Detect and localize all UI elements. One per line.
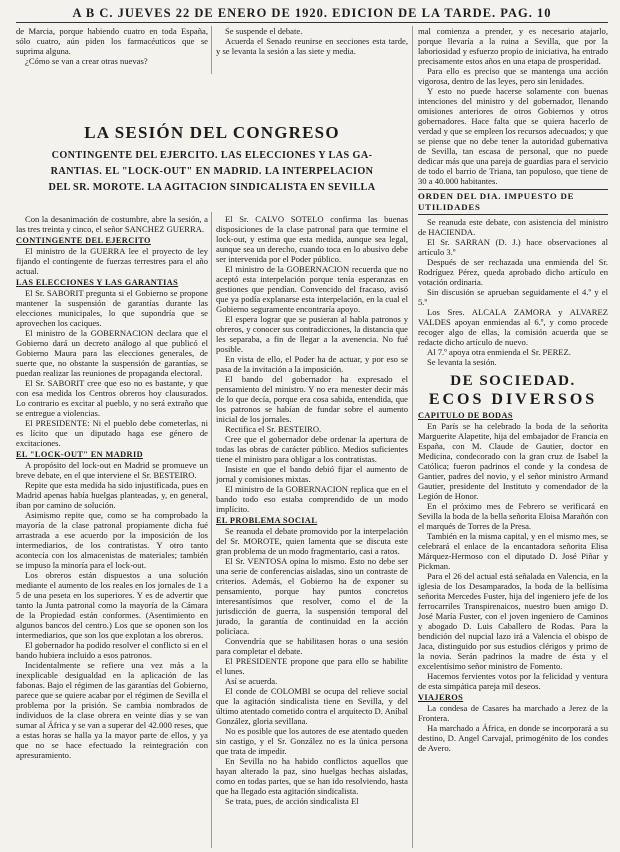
paragraph: Convendría que se habilitasen horas o una sesión para completar el debate. [216,636,408,656]
paragraph: Al 7.º apoya otra enmienda el Sr. PEREZ. [427,347,571,357]
section-heading: CONTINGENTE DEL EJERCITO [16,236,151,245]
paragraph: En el próximo mes de Febrero se verificará en Sevilla la boda de la bella señorita Eloisa Marañón con el marqués de Torres de la Presa. [418,501,608,531]
paragraph: A propósito del lock-out en Madrid se promueve un breve debate, en el que interviene el Sr. BESTEIRO. [16,460,208,480]
paragraph: Incidentalmente se refiere una vez más a la inexplicable desigualdad en la aplicación de las fabonas. Bajo el régimen de las garantías del Gobierno, parece que se quiere acabar por el régimen de Sevilla el problema por la prisión. Se cambia nombrados de individuos de la clase obrera en veinte días y se van sumar al África y se van a superar del 42.000 reses, que a estas horas se halla ya la mayor parte de ellos, y ya que no se hace efectuado la reintegración con apresuramiento. [16,660,208,760]
paragraph: El conde de COLOMBI se ocupa del relieve social que la agitación sindicalista tiene en Sevilla, y del último atentado cometido contra el arquitecto D. Aníbal González, gloria sevillana. [216,686,408,726]
paragraph: Se trata, pues, de acción sindicalista El [225,796,359,806]
subtitle-line: CONTINGENTE DEL EJERCITO. LAS ELECCIONES Y LAS GA- [51,150,373,161]
section-heading: LAS ELECCIONES Y LAS GARANTIAS [16,278,179,287]
paragraph: El bando del gobernador ha expresado el pensamiento del ministro. Y no era menester decir más de lo que decía, porque era cosa sabida, entendida, que los patronos se habían de fundar sobre el aumento inicial de los jornales. [216,374,408,424]
article-title: LA SESIÓN DEL CONGRESO [84,123,340,142]
paragraph: ¿Cómo se van a crear otras nuevas? [25,56,148,66]
paragraph: Hacemos fervientes votos por la felicidad y ventura de esta simpática pareja mil deseos. [418,671,608,691]
paragraph: Y esto no puede hacerse solamente con buenas intenciones del ministro y del gobernador, llenando omisiones anteriores de otros Gobiernos y otros gobernadores. Hace falta que se quiera hacerlo de verdad y que se empleen los recursos adecuados; y que se piense que no debe tener la autoridad gubernativa de Sevilla, tan escasa de personal, que no puede dedicar más que una pareja de guardias para el servicio de todo el barrio de Triana, tan populoso, que tiene de 30 a 40.000 habitantes. [418,86,608,186]
paragraph: Insiste en que el bando debió fijar el aumento de jornal y comisiones mixtas. [216,464,408,484]
paragraph: El PRESIDENTE propone que para ello se habilite el lunes. [216,656,408,676]
paragraph: Se levanta la sesión. [427,357,497,367]
right-column [418,26,608,848]
congreso-column-1 [16,214,208,848]
column-rule [211,26,212,74]
section-title-large: ECOS DIVERSOS [428,391,598,408]
paragraph-continued: de Marcia, porque habiendo cuatro en toda España, sólo cuatro, aún piden los farmacéuticos que se suprima alguna. [16,26,208,56]
paragraph: La condesa de Casares ha marchado a Jerez de la Frontera. [418,703,608,723]
paragraph: El Sr. SARRAN (D. J.) hace observaciones al artículo 3.º [418,237,608,257]
section-title: DE SOCIEDAD. [450,373,576,389]
paragraph: Los obreros están dispuestos a una solución mediante el aumento de los reales en los jornales de 1 a 5 de una peseta en los superiores. Y es de advertir que tanto la Junta patronal como la mayoría de la Cámara de la Propiedad están conformes. (Asentimiento en algunos bancos del centro.) Los que se oponen son los intermediarios, que son los que explotan a los obreros. [16,570,208,640]
section-heading: CAPITULO DE BODAS [418,411,513,420]
section-heading: EL "LOCK-OUT" EN MADRID [16,450,143,459]
paragraph: En Sevilla no ha habido conflictos aquellos que hayan alterado la paz, sino huelgas hechas aisladas, como en todas partes, que se han ido resolviendo, hasta que ha llegado esta agitación sindicalista. [216,756,408,796]
paragraph: Los Sres. ALCALA ZAMORA y ALVAREZ VALDES apoyan enmiendas al 6.º, y como procede recoger algo de ellas, la comisión acuerda que se redacte dicho artículo de nuevo. [418,307,608,347]
paragraph: El espera lograr que se pusieran al habla patronos y obreros, y conocer sus contradicciones, la distancia que les separaba, a fin de llegar a la avenencia. No fué posible. [216,314,408,354]
article-subtitle [16,148,408,196]
column-rule [412,26,413,848]
paragraph: El Sr. CALVO SOTELO confirma las buenas disposiciones de la clase patronal para que termine el lock-out, y estima que esta medida, aunque sea legal, aunque sea un derecho, cuando toca en lo abusivo debe ser intervenida por el Poder público. [216,214,408,264]
paragraph: No es posible que los autores de ese atentado queden sin castigo, y el Sr. González no es la única persona que trata de impedir. [216,726,408,756]
top-middle-column [216,26,408,86]
paragraph: Así se acuerda. [225,676,278,686]
paragraph: Después de ser rechazada una enmienda del Sr. Rodríguez Pérez, queda aprobado dicho artículo en votación ordinaria. [418,257,608,287]
masthead-rule [16,22,608,23]
paragraph: Asimismo repite que, como se ha comprobado la mayoría de la clase patronal propiamente dicha fué arrastrada a ese acuerdo por la imposición de los intermediarios, de los contratistas. Y otro tanto acontecía con los almacenistas de materiales; también se impuso la minoría para el lock-out. [16,510,208,570]
paragraph: Acuerda el Senado reunirse en secciones esta tarde, y se levanta la sesión a las siete y media. [216,36,408,56]
congreso-headline [16,122,408,196]
paragraph: En vista de ello, el Poder ha de actuar, y por eso se pasa de la invitación a la imposición. [216,354,408,374]
section-heading: VIAJEROS [418,693,464,702]
paragraph: El ministro de la GUERRA lee el proyecto de ley fijando el contingente de fuerzas terrestres para el año actual. [16,246,208,276]
subtitle-line: RANTIAS. EL "LOCK-OUT" EN MADRID. LA INTERPELACION [50,166,374,177]
paragraph: Cree que el gobernador debe ordenar la apertura de todas las obras de carácter público. Medios suficientes tiene el ministro para obligar a los contratistas. [216,434,408,464]
paragraph: Se suspende el debate. [225,26,303,36]
paragraph: El ministro de la GOBERNACION declara que el Gobierno dará un decreto análogo al que publicó el Gobierno Maura para las elecciones generales, de suerte que, no obstante la suspensión de garantías, se puedan realizar las reuniones de propaganda electoral. [16,328,208,378]
paragraph: El gobernador ha podido resolver el conflicto si en el bando hubiera incluido a esos patronos. [16,640,208,660]
section-heading-boxed: ORDEN DEL DIA. IMPUESTO DE UTILIDADES [418,189,608,215]
paragraph-continued: mal comienza a prender, y es necesario atajarlo, porque llevaría a la ruina a Sevilla, que por la laboriosidad y esfuerzo propio de iniciativa, ha entrado precisamente estos años en una etapa de prosperidad. [418,26,608,66]
paragraph: El ministro de la GOBERNACION replica que en el bando todo eso estaba comprendido de un modo implícito. [216,484,408,514]
paragraph: El PRESIDENTE: Ni el pueblo debe cometerlas, ni es lícito que un diputado haga ese género de excitaciones. [16,418,208,448]
subtitle-line: DEL SR. MOROTE. LA AGITACION SINDICALISTA EN SEVILLA [48,182,376,193]
paragraph: Con la desanimación de costumbre, abre la sesión, a las tres treinta y cinco, el señor SANCHEZ GUERRA. [16,214,208,234]
paragraph: Rectifica el Sr. BESTEIRO. [225,424,322,434]
congreso-column-2 [216,214,408,848]
paragraph: En París se ha celebrado la boda de la señorita Marguerite Alapetite, hija del embajador de Francia en España, con M. Claude de Gautier, doctor en Medicina, condecorado con la gran cruz de Isabel la Católica; fueron padrinos el conde y la condesa de Gantier, padres del novio, y el señor ministro Armand Gautier, presidente del Instituto y comendador de la Legión de Honor. [418,421,608,501]
paragraph: También en la misma capital, y en el mismo mes, se celebrará el enlace de la encantadora señorita Elisa Márquez-Hermoso con el diputado D. José Piñar y Pickman. [418,531,608,571]
column-rule [211,212,212,848]
paragraph: Sin discusión se aprueban seguidamente el 4.º y el 5.º [418,287,608,307]
paragraph: Para ello es preciso que se mantenga una acción vigorosa, dentro de las leyes, pero sin lenidades. [418,66,608,86]
paragraph: Se reanuda este debate, con asistencia del ministro de HACIENDA. [418,217,608,237]
masthead: A B C. JUEVES 22 DE ENERO DE 1920. EDICION DE LA TARDE. PAG. 10 [72,6,552,20]
paragraph: El Sr. SABORIT pregunta si el Gobierno se propone mantener la suspensión de garantías durante las elecciones municipales, lo que supondría que se aprovechen los caciques. [16,288,208,328]
paragraph: Se reanuda el debate promovido por la interpelación del Sr. MOROTE, quien lamenta que se discuta este gran problema de un modo fragmentario, casi a ratos. [216,526,408,556]
top-left-column [16,26,208,86]
paragraph: El Sr. SABORIT cree que eso no es bastante, y que con esa medida los Centros obreros hoy clausurados. Lo contrario es excitar al pueblo, y no será extraño que se entregue a violencias. [16,378,208,418]
paragraph: Para el 26 del actual está señalada en Valencia, en la iglesia de los Desamparados, la boda de la bellísima señorita Mercedes Fuster, hija del ingeniero jefe de los ferrocarriles Transpirenaicos, nuestro buen amigo D. José María Fuster, con el joven ingeniero de Caminos y abogado D. Luis Caballero de Rodas. Para la bendición del nupcial lazo irá a Valencia el obispo de Jaca, distinguido por sus estudios clérigos y primo de la novia. Serán padrinos la madre de ésta y el excelentísimo señor ministro de Fomento. [418,571,608,671]
paragraph: El ministro de la GOBERNACION recuerda que no aceptó esta interpelación porque tenía esperanzas en gestiones que pendían. Convencido del fracaso, avisó que ya podía explanarse esta interpelación, en la cual el Gobierno seguramente encontraría apoyo. [216,264,408,314]
paragraph: Repite que esta medida ha sido injustificada, pues en Madrid apenas había huelgas planteadas, y, en general, iban por camino de solución. [16,480,208,510]
section-heading: EL PROBLEMA SOCIAL [216,516,318,525]
paragraph: El Sr. VENTOSA opina lo mismo. Esto no debe ser una serie de conferencias aisladas, sino un contraste de criterios. Además, el Gobierno ha de exponer su pensamiento, porque hay puntos concretos interesantísimos que resolver, como el de la jurisdicción de guerra, la suspensión temporal del jurado, la garantía de continuidad en la acción policíaca. [216,556,408,636]
paragraph: Ha marchado a África, en donde se incorporará a su destino, D. Angel Carvajal, primogénito de los condes de Avero. [418,723,608,753]
